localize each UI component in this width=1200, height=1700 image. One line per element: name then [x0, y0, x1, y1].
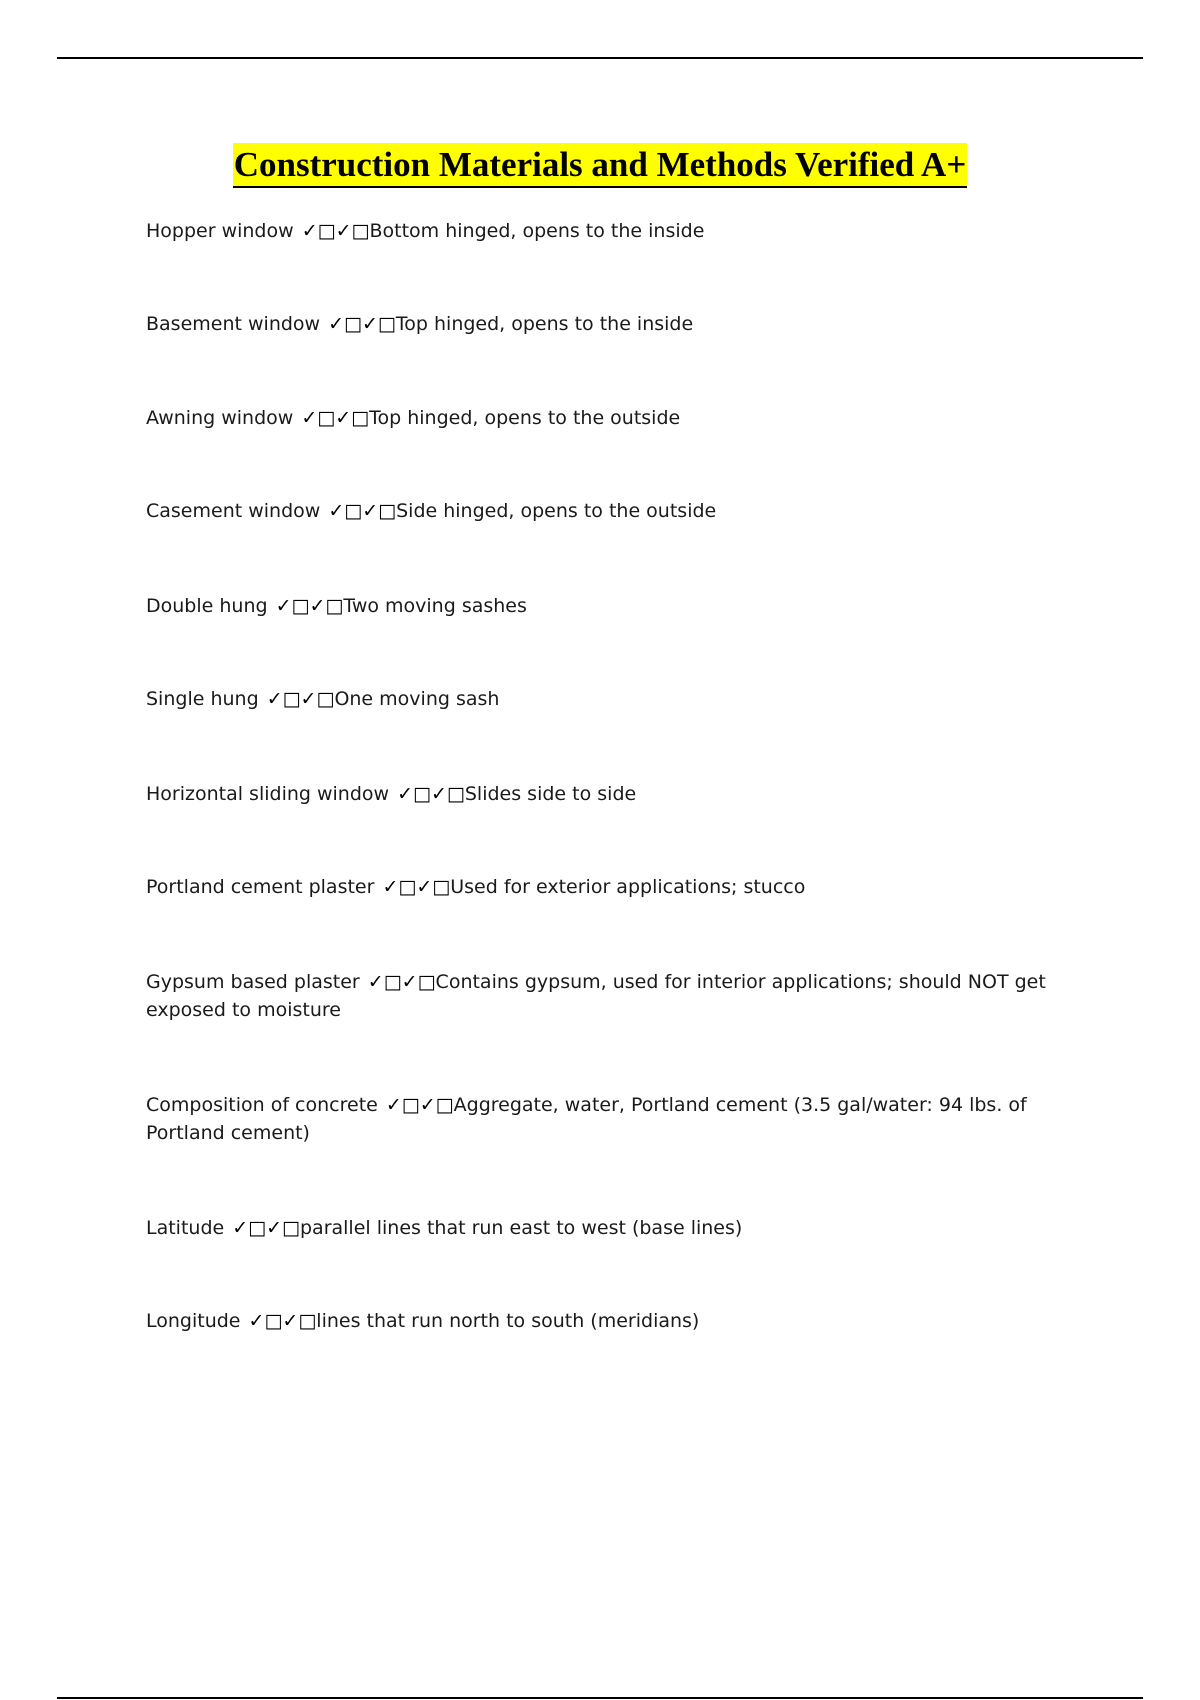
flashcard-entry: [146, 1307, 1086, 1335]
entry-term: Gypsum based plaster: [146, 971, 360, 993]
entry-term: Basement window: [146, 313, 321, 335]
entry-term: Double hung: [146, 595, 268, 617]
flashcard-entry: [146, 685, 1086, 713]
entry-term: Horizontal sliding window: [146, 783, 390, 805]
entry-definition: One moving sash: [334, 688, 500, 710]
entry-term: Single hung: [146, 688, 259, 710]
checkmark-separator: ✓□✓□: [328, 313, 396, 335]
entry-definition: Slides side to side: [464, 783, 637, 805]
flashcard-entry: [146, 217, 1086, 245]
flashcard-entry: [146, 1214, 1086, 1242]
entry-term: Hopper window: [146, 220, 294, 242]
title-container: [0, 143, 1200, 188]
checkmark-separator: ✓□✓□: [232, 1217, 300, 1239]
checkmark-separator: ✓□✓□: [301, 220, 370, 242]
checkmark-separator: ✓□✓□: [266, 688, 335, 710]
entry-term: Longitude: [146, 1310, 241, 1332]
entry-term: Latitude: [146, 1217, 225, 1239]
checkmark-separator: ✓□✓□: [382, 876, 451, 898]
entry-definition: Top hinged, opens to the inside: [395, 313, 694, 335]
entry-definition: Top hinged, opens to the outside: [369, 407, 681, 429]
entry-term: Casement window: [146, 500, 321, 522]
entry-term: Composition of concrete: [146, 1094, 378, 1116]
entry-term: Portland cement plaster: [146, 876, 375, 898]
flashcard-entry: [146, 873, 1086, 901]
flashcard-entry: [146, 497, 1086, 525]
entry-definition: Two moving sashes: [343, 595, 527, 617]
entry-definition: Side hinged, opens to the outside: [396, 500, 717, 522]
checkmark-separator: ✓□✓□: [367, 971, 436, 993]
entry-term: Awning window: [146, 407, 294, 429]
flashcard-entry: [146, 780, 1086, 808]
checkmark-separator: ✓□✓□: [397, 783, 465, 805]
flashcard-entry: [146, 968, 1086, 1024]
flashcard-entry: [146, 404, 1086, 432]
checkmark-separator: ✓□✓□: [385, 1094, 454, 1116]
entry-definition: Contains gypsum, used for interior applications; should NOT get exposed to moisture: [146, 971, 1046, 1021]
flashcard-entry: [146, 1091, 1086, 1147]
entry-definition: Used for exterior applications; stucco: [450, 876, 806, 898]
entry-definition: Bottom hinged, opens to the inside: [369, 220, 705, 242]
entry-definition: Aggregate, water, Portland cement (3.5 gal/water: 94 lbs. of Portland cement): [146, 1094, 1027, 1144]
flashcard-entry: [146, 310, 1086, 338]
checkmark-separator: ✓□✓□: [301, 407, 370, 429]
checkmark-separator: ✓□✓□: [275, 595, 344, 617]
entry-definition: parallel lines that run east to west (base lines): [300, 1217, 743, 1239]
document-title: Construction Materials and Methods Verified A+: [233, 143, 968, 188]
checkmark-separator: ✓□✓□: [248, 1310, 317, 1332]
footer-rule: [57, 1697, 1143, 1699]
checkmark-separator: ✓□✓□: [328, 500, 397, 522]
header-rule: [57, 57, 1143, 59]
entry-definition: lines that run north to south (meridians): [316, 1310, 700, 1332]
flashcard-entry: [146, 592, 1086, 620]
